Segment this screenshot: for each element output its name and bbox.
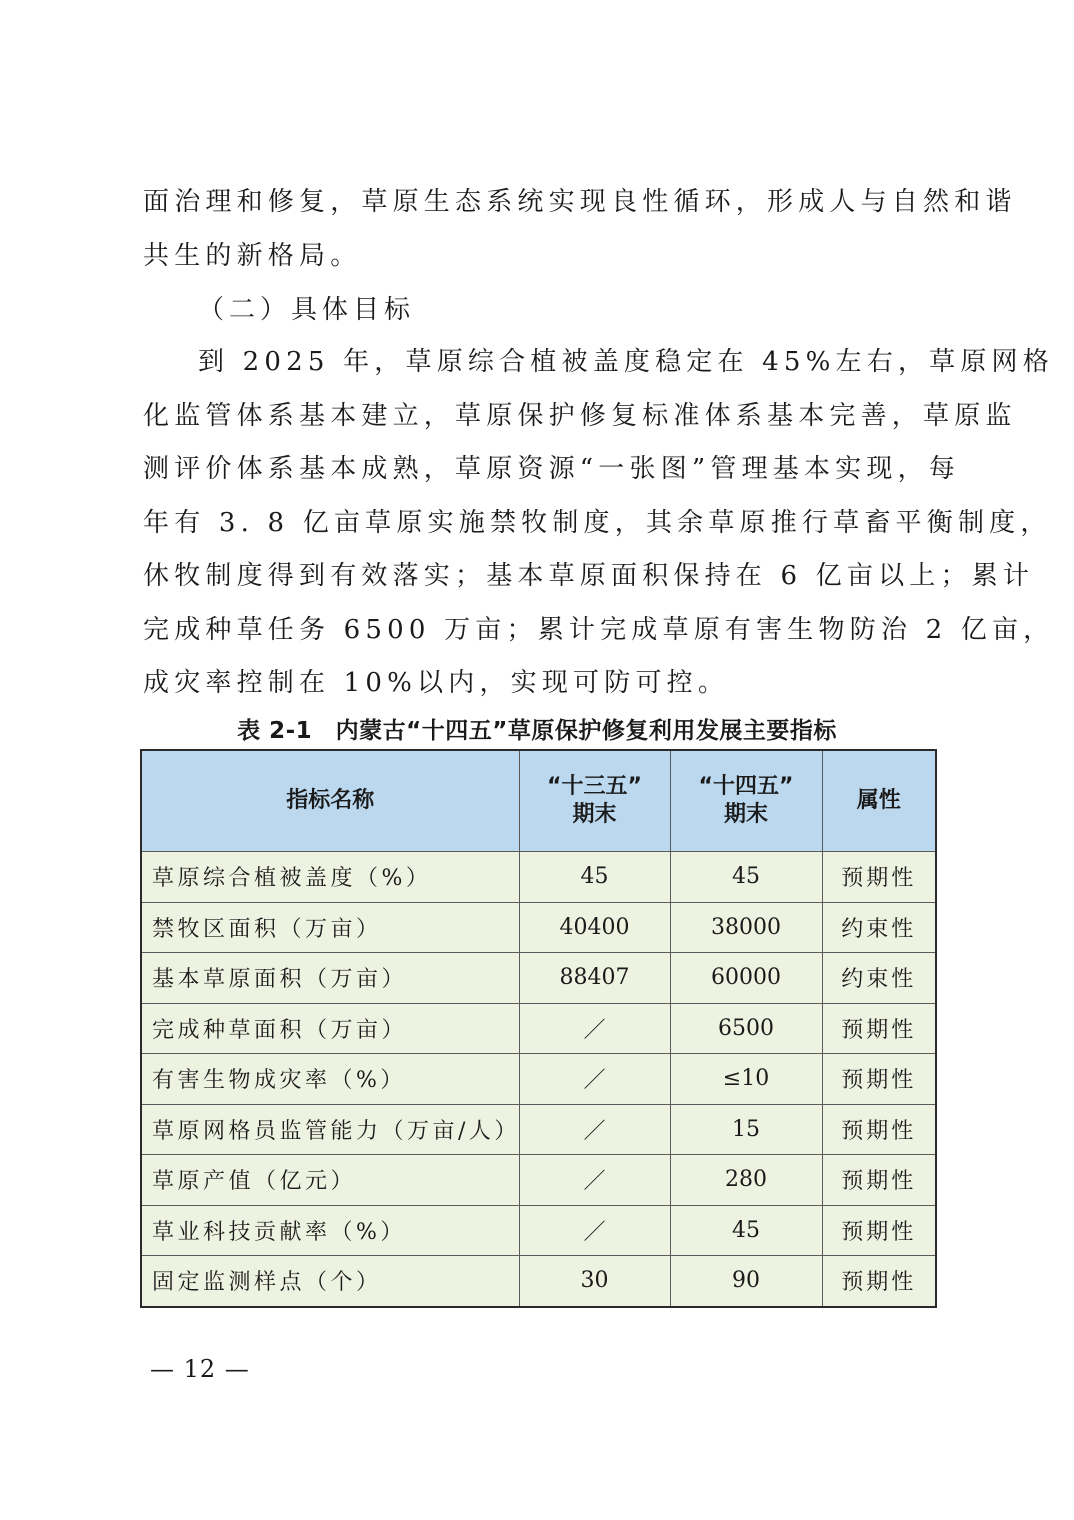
- table-row: [141, 902, 936, 953]
- header-13th-five-year-end: [519, 750, 670, 852]
- table-row: [141, 852, 936, 903]
- table-row: [141, 1104, 936, 1155]
- cell-13th-value: ／: [519, 1003, 670, 1054]
- cell-14th-value: ≤10: [670, 1054, 822, 1105]
- header-line: 期末: [723, 802, 768, 827]
- paragraph-line: 到 2025 年，草原综合植被盖度稳定在 45%左右，草原网格: [198, 347, 1054, 377]
- cell-indicator-name: 草原综合植被盖度（%）: [141, 852, 519, 903]
- header-indicator-name: 指标名称: [141, 750, 519, 852]
- cell-13th-value: 45: [519, 852, 670, 903]
- cell-indicator-name: 完成种草面积（万亩）: [141, 1003, 519, 1054]
- cell-14th-value: 45: [670, 852, 822, 903]
- cell-14th-value: 60000: [670, 953, 822, 1004]
- cell-13th-value: 40400: [519, 902, 670, 953]
- paragraph-intro-continued: [143, 176, 1017, 283]
- table-row: [141, 1003, 936, 1054]
- paragraph-line: 共生的新格局。: [143, 240, 362, 271]
- header-attribute: 属性: [822, 750, 936, 852]
- header-14th-five-year-end: [670, 750, 822, 852]
- paragraph-line: 面治理和修复，草原生态系统实现良性循环，形成人与自然和谐: [143, 187, 1017, 217]
- cell-attribute: 预期性: [822, 1054, 936, 1105]
- table-header-row: [141, 750, 936, 852]
- cell-attribute: 预期性: [822, 1003, 936, 1054]
- cell-indicator-name: 固定监测样点（个）: [141, 1256, 519, 1307]
- cell-indicator-name: 基本草原面积（万亩）: [141, 953, 519, 1004]
- cell-14th-value: 280: [670, 1155, 822, 1206]
- cell-indicator-name: 禁牧区面积（万亩）: [141, 902, 519, 953]
- table-row: [141, 953, 936, 1004]
- cell-14th-value: 6500: [670, 1003, 822, 1054]
- paragraph-line: 成灾率控制在 10%以内，实现可防可控。: [143, 668, 730, 698]
- cell-13th-value: ／: [519, 1104, 670, 1155]
- indicators-table: [140, 749, 937, 1308]
- cell-14th-value: 45: [670, 1205, 822, 1256]
- cell-attribute: 预期性: [822, 1205, 936, 1256]
- paragraph-line: 化监管体系基本建立，草原保护修复标准体系基本完善，草原监: [143, 400, 1017, 431]
- cell-13th-value: ／: [519, 1054, 670, 1105]
- cell-attribute: 预期性: [822, 1256, 936, 1307]
- cell-attribute: 约束性: [822, 902, 936, 953]
- cell-attribute: 预期性: [822, 1155, 936, 1206]
- cell-indicator-name: 草原网格员监管能力（万亩/人）: [141, 1104, 519, 1155]
- cell-14th-value: 90: [670, 1256, 822, 1307]
- page-number: — 12 —: [150, 1355, 250, 1383]
- cell-attribute: 预期性: [822, 1104, 936, 1155]
- cell-indicator-name: 草业科技贡献率（%）: [141, 1205, 519, 1256]
- section-heading: （二）具体目标: [198, 295, 416, 325]
- paragraph-specific-goals: [143, 336, 1055, 711]
- header-line: “十三五”: [547, 774, 642, 799]
- header-line: “十四五”: [698, 774, 794, 799]
- paragraph-line: 年有 3. 8 亿亩草原实施禁牧制度，其余草原推行草畜平衡制度，: [143, 507, 1052, 538]
- header-line: 期末: [572, 802, 617, 827]
- paragraph-line: 完成种草任务 6500 万亩；累计完成草原有害生物防治 2 亿亩，: [143, 614, 1055, 645]
- cell-13th-value: ／: [519, 1155, 670, 1206]
- cell-attribute: 约束性: [822, 953, 936, 1004]
- cell-14th-value: 15: [670, 1104, 822, 1155]
- cell-attribute: 预期性: [822, 852, 936, 903]
- paragraph-line: 休牧制度得到有效落实；基本草原面积保持在 6 亿亩以上；累计: [143, 561, 1035, 591]
- paragraph-line: 测评价体系基本成熟，草原资源“一张图”管理基本实现，每: [143, 454, 960, 484]
- table-caption: 表 2-1 内蒙古“十四五”草原保护修复利用发展主要指标: [237, 718, 837, 744]
- cell-13th-value: ／: [519, 1205, 670, 1256]
- table-row: [141, 1155, 936, 1206]
- cell-13th-value: 88407: [519, 953, 670, 1004]
- cell-14th-value: 38000: [670, 902, 822, 953]
- cell-indicator-name: 有害生物成灾率（%）: [141, 1054, 519, 1105]
- table-row: [141, 1054, 936, 1105]
- cell-13th-value: 30: [519, 1256, 670, 1307]
- cell-indicator-name: 草原产值（亿元）: [141, 1155, 519, 1206]
- table-row: [141, 1256, 936, 1307]
- table-row: [141, 1205, 936, 1256]
